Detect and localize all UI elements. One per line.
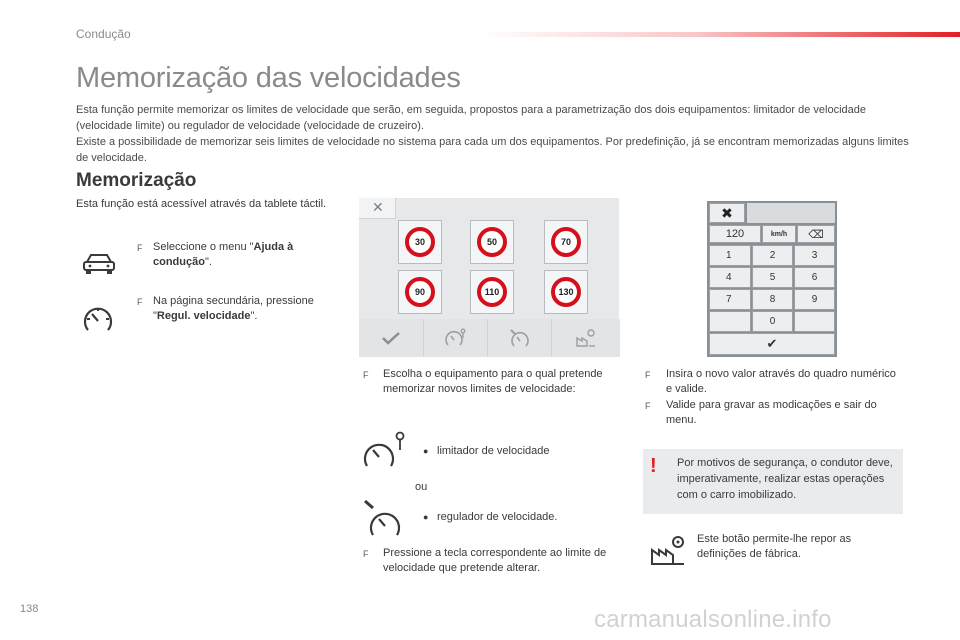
bullet-marker: F: [645, 401, 651, 411]
step-5-text: Insira o novo valor através do quadro numérico e valide.: [666, 368, 896, 395]
step-6-text: Valide para gravar as modicações e sair do menu.: [666, 399, 877, 426]
bullet-marker: F: [137, 243, 143, 253]
section-label: Condução: [76, 27, 131, 41]
step-1-suffix: ".: [204, 256, 212, 268]
cruise-control-icon: [509, 328, 531, 348]
key-2[interactable]: 2: [752, 245, 793, 266]
option-limiter: limitador de velocidade: [437, 445, 550, 457]
key-blank-right: [794, 311, 835, 332]
option-dot: ●: [423, 512, 429, 522]
or-text: ou: [415, 481, 428, 493]
close-icon: ✕: [372, 199, 384, 215]
key-blank-left: [709, 311, 751, 332]
intro-text: [76, 102, 916, 166]
key-1[interactable]: 1: [709, 245, 751, 266]
keypad-header: [747, 203, 835, 223]
limiter-icon: [445, 328, 467, 348]
warning-icon: !: [650, 455, 657, 477]
speed-limiter-icon: [362, 430, 408, 470]
key-4[interactable]: 4: [709, 267, 751, 288]
key-0[interactable]: 0: [752, 311, 793, 332]
option-dot: ●: [423, 446, 429, 456]
keypad-validate-button[interactable]: [709, 333, 835, 355]
warning-text: Por motivos de segurança, o condutor deve, imperativamente, realizar estas operações com o carro imobilizado.: [677, 457, 893, 501]
bullet-marker: F: [645, 370, 651, 380]
factory-reset-icon: [575, 328, 597, 348]
backspace-icon: ⌫: [808, 228, 824, 241]
key-7[interactable]: 7: [709, 289, 751, 310]
cruise-mode-button[interactable]: [487, 319, 552, 357]
close-icon: ✖: [721, 204, 733, 221]
reset-text: Este botão permite-lhe repor as definições de fábrica.: [697, 533, 852, 560]
speed-preset-button[interactable]: [470, 220, 514, 264]
bullet-marker: F: [363, 549, 369, 559]
step-1-prefix: Seleccione o menu ": [153, 241, 254, 253]
step-2-text: [153, 294, 338, 324]
speed-sign: 110: [477, 277, 507, 307]
speedometer-icon: [82, 304, 114, 334]
step-2-suffix: ".: [250, 310, 258, 322]
panel-close-button[interactable]: [359, 198, 396, 219]
value-display: 120: [709, 225, 761, 243]
numeric-keypad-screen: [707, 201, 837, 357]
step-4-text: Pressione a tecla correspondente ao limite de velocidade que pretende alterar.: [383, 547, 607, 574]
speed-preset-button[interactable]: [398, 220, 442, 264]
backspace-button[interactable]: [797, 225, 835, 243]
checkmark-icon: [381, 331, 401, 345]
speed-preset-button[interactable]: [398, 270, 442, 314]
speed-preset-button[interactable]: [544, 220, 588, 264]
speed-sign: 70: [551, 227, 581, 257]
header-accent-bar: [480, 32, 960, 37]
validate-button[interactable]: [359, 319, 423, 357]
access-text: Esta função está acessível através da tablete táctil.: [76, 198, 327, 210]
page-number: 138: [20, 603, 39, 615]
speed-limit-screen: [359, 198, 619, 357]
bullet-marker: F: [137, 297, 143, 307]
speed-preset-button[interactable]: [470, 270, 514, 314]
keypad-close-button[interactable]: [709, 203, 745, 223]
intro-paragraph-1: Esta função permite memorizar os limites de velocidade que serão, em seguida, propostos para a parametrização dos dois equipamentos: limitador de velocidade (velocidade limite) ou regulador de velocidade (velocidade de cruzeiro).: [76, 104, 866, 132]
speed-sign: 30: [405, 227, 435, 257]
speed-sign: 130: [551, 277, 581, 307]
key-3[interactable]: 3: [794, 245, 835, 266]
factory-reset-icon: [650, 534, 686, 566]
unit-label: km/h: [762, 225, 796, 243]
checkmark-icon: ✔: [766, 336, 778, 351]
car-icon: [82, 252, 116, 276]
option-cruise: regulador de velocidade.: [437, 511, 558, 523]
step-2-prefix: Na página secundária, pressione ": [153, 295, 314, 322]
step-3-text: Escolha o equipamento para o qual pretende memorizar novos limites de velocidade:: [383, 368, 603, 395]
step-1-text: [153, 240, 333, 270]
limiter-mode-button[interactable]: [423, 319, 488, 357]
reset-defaults-button[interactable]: [551, 319, 620, 357]
intro-paragraph-2: Existe a possibilidade de memorizar seis limites de velocidade no sistema para cada um dos equipamentos. Por predefinição, já se encontram memorizadas alguns limites de velocidade.: [76, 136, 909, 164]
watermark: carmanualsonline.info: [594, 606, 832, 633]
key-9[interactable]: 9: [794, 289, 835, 310]
bullet-marker: F: [363, 370, 369, 380]
speed-preset-button[interactable]: [544, 270, 588, 314]
key-5[interactable]: 5: [752, 267, 793, 288]
step-1-menu-name: Ajuda à condução: [153, 241, 294, 268]
cruise-control-icon: [362, 498, 408, 538]
page-title: Memorização das velocidades: [76, 62, 461, 94]
speed-sign: 90: [405, 277, 435, 307]
section-heading: Memorização: [76, 170, 197, 191]
key-6[interactable]: 6: [794, 267, 835, 288]
step-2-button-name: Regul. velocidade: [156, 310, 251, 322]
key-8[interactable]: 8: [752, 289, 793, 310]
speed-sign: 50: [477, 227, 507, 257]
